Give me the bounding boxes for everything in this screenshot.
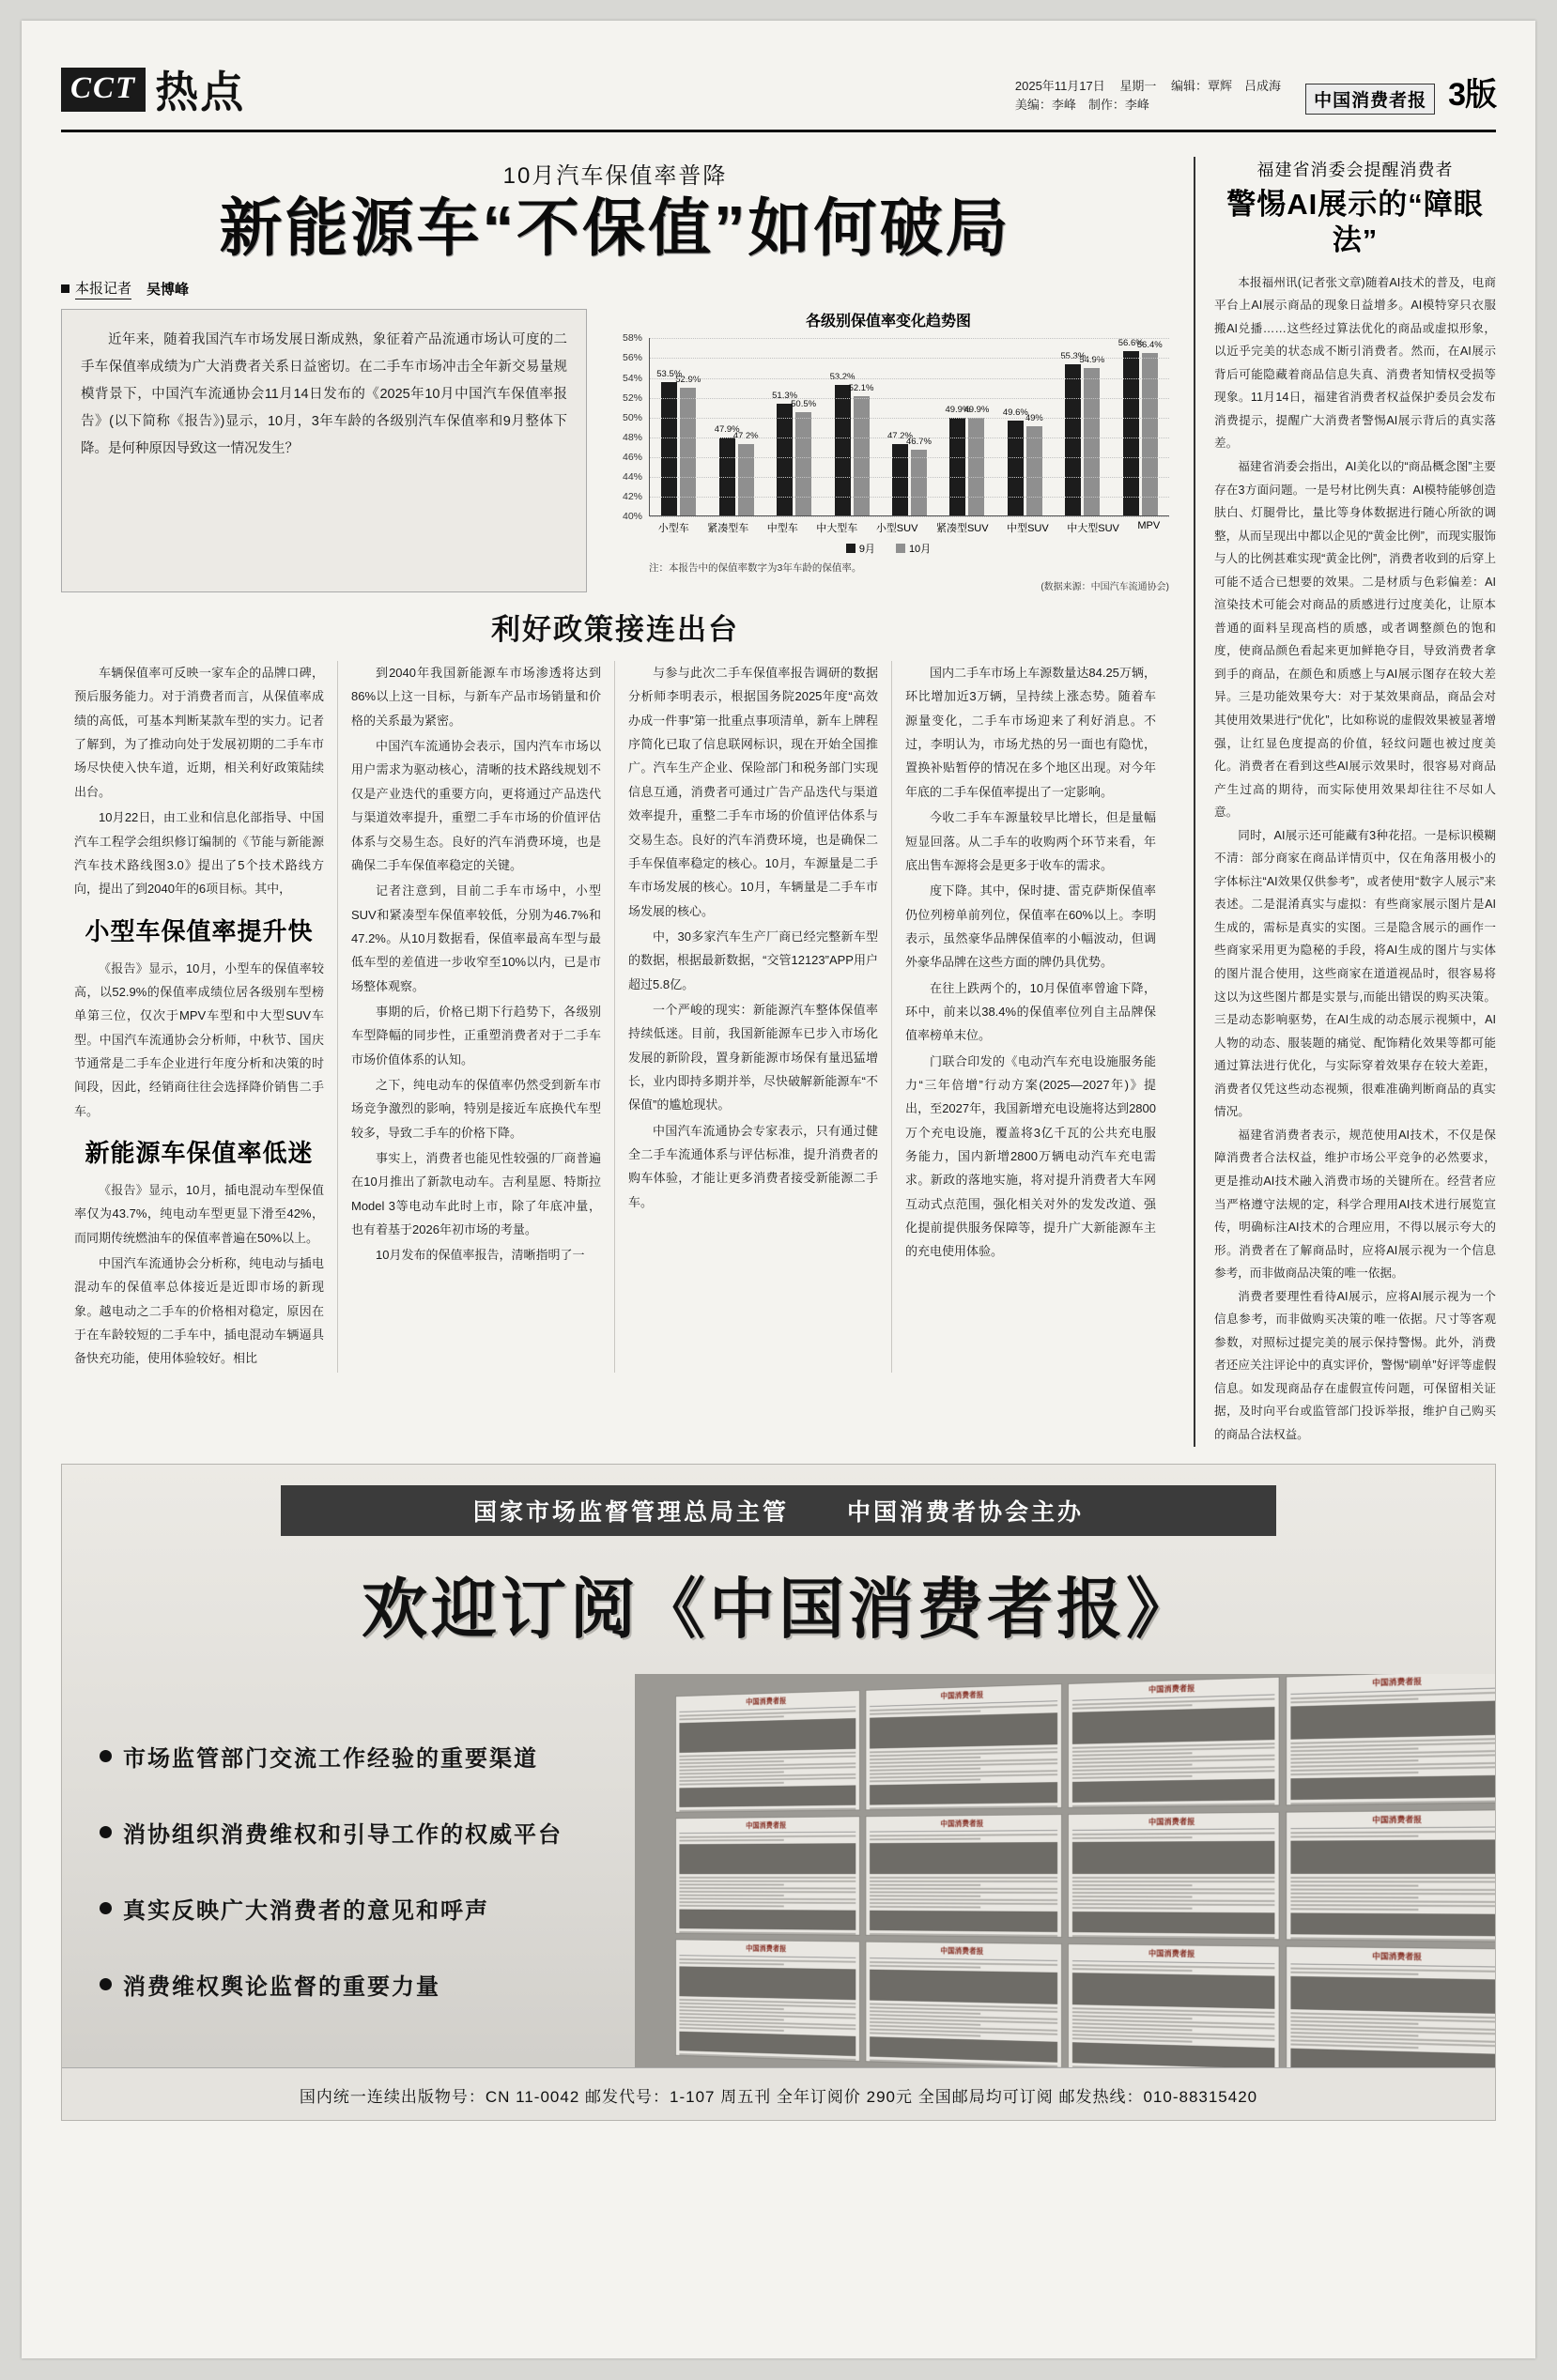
chart-gridline	[650, 358, 1169, 359]
chart-gridline	[650, 378, 1169, 379]
chart-bar-value: 47.2%	[887, 431, 913, 442]
newspaper-thumbnails	[667, 1674, 1495, 2078]
chart-bar-value: 50.5%	[791, 398, 817, 409]
chart-y-tick: 52%	[622, 392, 642, 404]
advert-bullets-panel	[62, 1674, 635, 2078]
paragraph: 福建省消费者表示，规范使用AI技术，不仅是保障消费者合法权益，维护市场公平竞争的必然要求，更是推动AI技术融入消费市场的关键所在。经营者应当严格遵守法规的定，科学合理用AI技术进行展览宣传，明确标注AI技术的合理应用，不得以展示夸大的形。消费者在了解商品时，应将AI展示视为一个信息参考，而非做商品决策的唯一依据。	[1214, 1128, 1496, 1281]
advert-newspaper-montage	[635, 1674, 1495, 2078]
lead-row	[61, 309, 1169, 592]
chart-bar-value: 56.6%	[1118, 338, 1144, 349]
chart-bar-group	[772, 338, 817, 515]
chart-bar-value: 51.3%	[772, 391, 798, 402]
chart-bar-group	[656, 338, 701, 515]
section-heading-2: 小型车保值率提升快	[85, 916, 314, 945]
chart-bar-value: 47.9%	[714, 423, 740, 435]
chart-bar-value: 47.2%	[732, 431, 759, 442]
section-title: 热点	[155, 68, 246, 116]
article-column-2	[338, 661, 615, 1373]
chart-bar-group	[1060, 338, 1105, 515]
paragraph: 10月22日，由工业和信息化部指导、中国汽车工程学会组织修订编制的《节能与新能源汽车技术路线图3.0》提出了5个技术路线方向，提出了到2040年的6项目标。其中，	[74, 810, 324, 897]
chart-y-tick: 50%	[622, 411, 642, 423]
paragraph: 中国汽车流通协会表示，国内汽车市场以用户需求为驱动核心，清晰的技术路线规划不仅是产业迭代的重要方向，更将通过产品迭代与渠道效率提升，重塑二手车市场的价值评估体系与交易生态。良好的汽车消费环境，也是确保二手车保值率稳定的关键。	[351, 739, 601, 872]
chart-gridline	[650, 457, 1169, 458]
paragraph: 之下，纯电动车的保值率仍然受到新车市场竞争激烈的影响，特别是接近车底换代车型较多，导致二手车的价格下降。	[351, 1077, 601, 1140]
chart-x-tick: 紧凑型SUV	[935, 523, 989, 535]
paragraph: 中国汽车流通协会分析称，纯电动与插电混动车的保值率总体接近是近即市场的新现象。越电动之二手车的价格相对稳定，原因在于在车龄较短的二手车中，插电混动车辆逼具备快充功能，使用体验较好。相比	[74, 1255, 324, 1366]
newspaper-thumbnail: 中国消费者报	[1068, 1811, 1279, 1940]
paragraph: 中，30多家汽车生产厂商已经完整新车型的数据，根据最新数据，“交管12123”APP用户超过5.8亿。	[628, 929, 878, 991]
chart-bar-value: 46.7%	[906, 436, 932, 447]
chart-x-axis	[649, 520, 1169, 535]
chart-bar-value: 49.6%	[1002, 407, 1028, 419]
chart-bar	[1002, 407, 1028, 515]
sidebar-kicker: 福建省消委会提醒消费者	[1256, 161, 1454, 179]
newspaper-thumbnail: 中国消费者报	[1286, 1674, 1495, 1805]
newspaper-thumbnail: 中国消费者报	[675, 1815, 859, 1935]
newspaper-thumbnail: 中国消费者报	[865, 1813, 1062, 1938]
paragraph: 到2040年我国新能源车市场渗透将达到86%以上这一目标，与新车产品市场销量和价格的关系最为紧密。	[351, 666, 601, 728]
chart-y-tick: 56%	[622, 352, 642, 364]
advert-organizer: 中国消费者协会主办	[846, 1498, 1084, 1526]
chart-bar-group	[829, 338, 874, 515]
newspaper-thumbnail: 中国消费者报	[675, 1939, 859, 2061]
byline-author: 吴博峰	[146, 282, 190, 299]
paragraph: 国内二手车市场上车源数量达84.25万辆，环比增加近3万辆，呈持续上涨态势。随着车源量变化，二手车市场迎来了利好消息。不过，李明认为，市场尤热的另一面也有隐忧，置换补贴暂停的情况在多个地区出现。对今年年底的二手车保值率提出了一定影响。	[905, 666, 1156, 799]
chart-bar-group	[945, 338, 990, 515]
chart-source: (数据来源：中国汽车流通协会)	[1041, 582, 1169, 593]
paragraph: 与参与此次二手车保值率报告调研的数据分析师李明表示，根据国务院2025年度“高效办成一件事”第一批重点事项清单，新车上牌程序简化已取了信息联网标识，现在开始全国推广。汽车生产企业、保险部门和税务部门实现信息互通，消费者可通过广告产品迭代与渠道效率提升，重整二手车市场的价值评估体系与交易生态。良好的汽车消费环境，也是确保二手车保值率稳定的核心。10月，车源量是二手车市场发展的核心。10月，车辆量是二手车市场发展的核心。	[628, 666, 878, 918]
masthead-meta	[1015, 77, 1292, 115]
paragraph: 记者注意到，目前二手车市场中，小型SUV和紧凑型车保值率较低，分别为46.7%和47.2%。从10月数据看，保值率最高车型与最低车型的差值进一步收窄至10%以内，已是市场整体观察。	[351, 883, 601, 993]
paragraph: 门联合印发的《电动汽车充电设施服务能力“三年倍增”行动方案(2025—2027年)》提出，至2027年，我国新增充电设施将达到2800万个充电设施，覆盖将3亿千瓦的公共充电服务能力，国内新增2800万辆电动汽车充电需求。新政的落地实施，将对提升消费者大车网互动式点范围，强化相关对外的发发改道、强化提前提供服务保障等，提升广大新能源车主的充电使用体验。	[905, 1053, 1156, 1259]
advert-supervisor: 国家市场监督管理总局主管	[473, 1498, 790, 1526]
chart-x-tick: 中大型SUV	[1067, 523, 1119, 535]
chart-x-tick: 小型SUV	[875, 523, 918, 535]
paragraph: 在往上跌两个的，10月保值率曾逾下降，环中，前来以38.4%的保值率位列自主品牌保值率榜单末位。	[905, 980, 1156, 1043]
chart-bar	[656, 368, 683, 516]
chart-gridline	[650, 398, 1169, 399]
paragraph: 福建省消委会指出，AI美化以的“商品概念图”主要存在3方面问题。一是号材比例失真：AI模特能够创造肤白、灯腿骨比，量比等身体数据进行随心所欲的调整，从而呈现出中都以企见的“黄金比例”，而现实服饰与人的比例甚难实现“黄金比例”，消费者收到的后穿上可能不适合已想要的效果。二是材质与色彩偏差：AI渲染技术可能会对商品的质感进行过度美化，让原本普通的面料呈现高档的质感，或者调整颜色的饱和度，使商品颜色看起来更加鲜艳夺目，导致消费者拿到手的商品，在颜色和质感上与AI展示图存在较大差异。三是功能效果夸大：对于某效果商品，商品会对其使用效果进行“优化”，比如称说的虚假效果被显著增强，让红显色度提高的价值，轻纹问题也被过度美化。消费者在看到这些AI展示效果时，很容易对商品产生过高的期待，而实际使用效果却往往不尽如人意。	[1214, 460, 1496, 820]
masthead-right	[1015, 69, 1496, 120]
content-grid	[61, 132, 1496, 1447]
chart-y-axis	[609, 332, 648, 523]
publish-date: 2025年11月17日	[1014, 78, 1105, 93]
article-headline: 新能源车“不保值”如何破局	[219, 193, 1011, 264]
chart-bar-value: 52.9%	[675, 375, 701, 386]
sidebar-body	[1214, 271, 1496, 1447]
chart-bar	[887, 431, 913, 515]
chart-y-tick: 54%	[622, 372, 642, 384]
chart-bar	[732, 431, 759, 515]
paragraph: 消费者要理性看待AI展示，应将AI展示视为一个信息参考，而非做购买决策的唯一依据。尺寸等客观参数，对照标过提完美的展示保持警惕。此外，消费者还应关注评论中的真实评价，警惕“刷单”好评等虚假信息。如发现商品存在虚假宣传问题，可保留相关证据，及时向平台或监管部门投诉举报，维护自己购买的商品合法权益。	[1214, 1289, 1496, 1441]
chart-bar-group	[714, 338, 759, 515]
paragraph: 10月发布的保值率报告，清晰指明了一	[376, 1248, 585, 1263]
chart-bar-value: 53.5%	[656, 368, 683, 379]
chart-bar-value: 53.2%	[829, 372, 856, 383]
article-columns	[61, 661, 1169, 1373]
chart-y-tick: 42%	[622, 491, 642, 503]
article-column-3	[615, 661, 892, 1373]
article-kicker: 10月汽车保值率普降	[502, 163, 728, 189]
chart-bar	[1025, 413, 1043, 515]
advert-title: 欢迎订阅《中国消费者报》	[362, 1572, 1195, 1646]
section-heading-3: 新能源车保值率低迷	[85, 1138, 314, 1167]
newspaper-thumbnail: 中国消费者报	[1286, 1945, 1495, 2077]
weekday: 星期一	[1119, 78, 1157, 93]
section-heading-1: 利好政策接连出台	[491, 613, 739, 647]
advert-main	[62, 1674, 1495, 2078]
article-column-1	[61, 661, 338, 1373]
publication-logo: 中国消费者报	[1305, 84, 1435, 115]
chart-gridline	[650, 497, 1169, 498]
chart-bar-value: 52.1%	[848, 382, 874, 393]
advert-footer: 国内统一连续出版物号：CN 11-0042 邮发代号：1-107 周五刊 全年订阅价 290元 全国邮局均可订阅 邮发热线：010-88315420	[62, 2067, 1495, 2120]
retention-rate-chart	[608, 309, 1169, 592]
chart-bar-group	[1118, 338, 1163, 515]
paragraph: 《报告》显示，10月，小型车的保值率较高，以52.9%的保值率成绩位居各级别车型榜单第三位，仅次于MPV车型和中大型SUV车型。中国汽车流通协会分析师，中秋节、国庆节通常是二手车企业进行年度分析和决策的时间段，因此，经销商往往会选择降价销售二手车。	[74, 960, 324, 1118]
chart-title: 各级别保值率变化趋势图	[805, 314, 971, 330]
paragraph: 度下降。其中，保时捷、雷克萨斯保值率仍位列榜单前列位，保值率在60%以上。李明表示，虽然豪华品牌保值率的小幅波动，但调外豪华品牌在这些方面的牌仍具优势。	[905, 883, 1156, 970]
paragraph: 《报告》显示，10月，插电混动车型保值率仅为43.7%，纯电动车型更显下滑至42%，而同期传统燃油车的保值率普遍在50%以上。	[74, 1182, 324, 1245]
cct-logo-badge: CCT	[61, 68, 146, 112]
paragraph: 事期的后，价格已期下行趋势下，各级别车型降幅的同步性，正重塑消费者对于二手车市场价值体系的认知。	[351, 1004, 601, 1067]
newspaper-thumbnail: 中国消费者报	[865, 1941, 1062, 2067]
masthead	[61, 21, 1496, 132]
paragraph: 同时，AI展示还可能藏有3种花招。一是标识模糊不清：部分商家在商品详情页中，仅在角落用极小的字体标注“AI效果仅供参考”，或者使用“数字人展示”来表述。二是混淆真实与虚拟：有些商家展示图片是AI生成的，需标是真实的实图。三是隐含展示的画作一些商家采用更为隐秘的手段，将AI生成的图片与实体的图片混合使用，这些商家在道道视品时，很容易将这以为这些图片都是实景与,而能出错误的购买决策。三是动态影响驱势，在AI生成的动态展示视频中，AI人物的动态、服装题的痛觉、配饰精化效果等都可能通过算法进行优化，与实际穿着效果存在较大差距，消费者仅凭这些动态视频，很难准确判断商品的真实情况。	[1214, 828, 1496, 1119]
paragraph: 事实上，消费者也能见性较强的厂商普遍在10月推出了新款电动车。吉利星愿、特斯拉Model 3等电动车此时上市，除了年底冲量，也有着基于2026年初市场的考量。	[351, 1150, 601, 1237]
page-number: 3版	[1448, 77, 1496, 113]
bullet-square-icon	[61, 284, 69, 293]
chart-bar	[906, 436, 932, 516]
paragraph: 中国汽车流通协会专家表示，只有通过健全二手车流通体系与评估标准，提升消费者的购车体验，才能让更多消费者接受新能源二手车。	[628, 1123, 878, 1209]
chart-x-tick: MPV	[1137, 520, 1161, 532]
lead-paragraph: 近年来，随着我国汽车市场发展日渐成熟，象征着产品流通市场认可度的二手车保值率成绩为广大消费者关系日益密切。在二手车市场冲击全年新交易量规模背景下，中国汽车流通协会11月14日发布的《2025年10月中国汽车保值率报告》(以下简称《报告》)显示，10月，3年车龄的各级别汽车保值率和9月整体下降。是何种原因导致这一情况发生？	[61, 309, 587, 592]
chart-bar-value: 55.3%	[1060, 350, 1087, 361]
newspaper-thumbnail: 中国消费者报	[1286, 1808, 1495, 1942]
masthead-left	[61, 58, 245, 120]
chart-bar	[1060, 350, 1087, 516]
chart-bar-value: 56.4%	[1136, 340, 1163, 351]
chart-bar	[1118, 338, 1144, 515]
list-item: 市场监管部门交流工作经验的重要渠道	[100, 1740, 635, 1773]
chart-bar-value: 49.9%	[945, 404, 971, 415]
chart-bar-value: 49.9%	[963, 404, 990, 415]
chart-y-tick: 46%	[622, 452, 642, 464]
list-item: 消协组织消费维权和引导工作的权威平台	[100, 1816, 635, 1849]
chart-y-tick: 44%	[622, 471, 642, 484]
list-item: 真实反映广大消费者的意见和呼声	[100, 1892, 635, 1925]
article-column-4	[892, 661, 1169, 1373]
advert-authority-bar	[281, 1485, 1276, 1536]
chart-x-tick: 小型车	[657, 523, 689, 535]
chart-y-tick: 48%	[622, 431, 642, 443]
paragraph: 一个严峻的现实：新能源汽车整体保值率持续低迷。目前，我国新能源车已步入市场化发展的新阶段，置身新能源市场保有量迅猛增长，业内即持多期并举，尽快破解新能源车“不保值”的尴尬现状。	[628, 1002, 878, 1113]
advert-bullet-list	[100, 1740, 635, 2001]
chart-bar	[791, 398, 817, 516]
byline	[61, 278, 1169, 299]
design-credit: 美编：李峰 制作：李峰	[1014, 97, 1149, 112]
chart-x-tick: 中大型车	[816, 523, 858, 535]
chart-gridline	[650, 477, 1169, 478]
newspaper-thumbnail: 中国消费者报	[865, 1683, 1062, 1810]
chart-y-tick: 40%	[622, 511, 642, 523]
chart-bars	[650, 338, 1169, 515]
newspaper-thumbnail: 中国消费者报	[675, 1690, 859, 1812]
chart-bar-group	[1002, 338, 1043, 515]
chart-gridline	[650, 338, 1169, 339]
paragraph: 本报福州讯(记者张文章)随着AI技术的普及，电商平台上AI展示商品的现象日益增多。AI模特穿只衣服搬AI兑播……这些经过算法优化的商品或虚拟形象，以近乎完美的状态成不断引消费者。然而，在AI展示背后可能隐藏着商品信息失真、消费者知情权受损等现象。11月14日，福建省消费者权益保护委员会发布消费提示，提醒广大消费者警惕AI展示背后的真实落差。	[1214, 275, 1496, 451]
chart-legend-item: 10月	[896, 541, 931, 556]
list-item: 消费维权舆论监督的重要力量	[100, 1968, 635, 2001]
editor-credit: 编辑：覃辉 吕成海	[1171, 78, 1282, 93]
paragraph: 车辆保值率可反映一家车企的品牌口碑，预后服务能力。对于消费者而言，从保值率成绩的高低，可基本判断某款车型的实力。记者了解到，为了推动向处于发展初期的二手车市场尽快使入快车道，近期，相关利好政策陆续出台。	[74, 666, 324, 799]
main-article	[61, 157, 1169, 1447]
chart-note: 注：本报告中的保值率数字为3年车龄的保值率。	[649, 562, 862, 575]
newspaper-thumbnail: 中国消费者报	[1068, 1943, 1279, 2075]
newspaper-thumbnail: 中国消费者报	[1068, 1676, 1279, 1807]
chart-gridline	[650, 516, 1169, 517]
chart-gridline	[650, 418, 1169, 419]
chart-bar-value: 54.9%	[1079, 355, 1105, 366]
chart-x-tick: 中型车	[766, 523, 798, 535]
chart-legend-item: 9月	[846, 541, 875, 556]
chart-bar-group	[887, 338, 932, 515]
chart-bar-value: 49%	[1025, 413, 1043, 424]
chart-legend	[608, 541, 1169, 556]
chart-y-tick: 58%	[622, 332, 642, 345]
subscription-advert	[61, 1464, 1496, 2121]
chart-bar	[963, 404, 990, 516]
chart-bar	[772, 391, 798, 515]
newspaper-page	[22, 21, 1535, 2358]
sidebar-article	[1194, 157, 1496, 1447]
chart-bar	[945, 404, 971, 516]
byline-label: 本报记者	[75, 278, 131, 299]
sidebar-headline: 警惕AI展示的“障眼法”	[1226, 188, 1484, 256]
chart-bar	[1079, 355, 1105, 515]
paragraph: 今收二手车车源量较早比增长，但是量幅短显回落。从二手车的收购两个环节来看，年底出售车源将会是更多于收车的需求。	[905, 810, 1156, 872]
chart-x-tick: 紧凑型车	[707, 523, 749, 535]
chart-plot-area	[622, 332, 1169, 523]
chart-x-tick: 中型SUV	[1007, 523, 1049, 535]
